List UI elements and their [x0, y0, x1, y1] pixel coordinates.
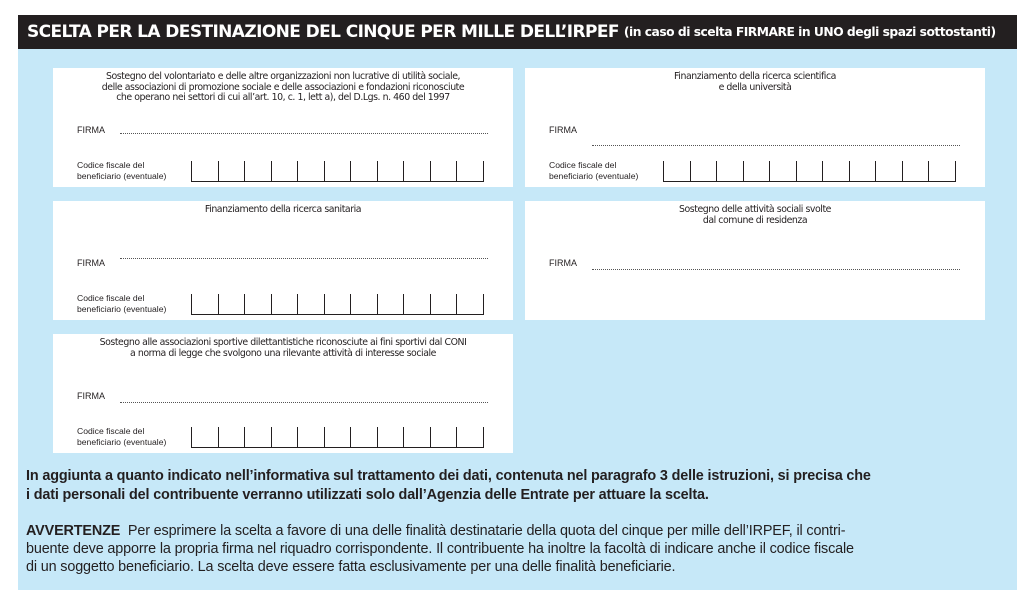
box-title-line: Sostegno del volontariato e delle altre organizzazioni non lucrative di utilità sociale, — [105, 71, 461, 82]
firma-signature-field[interactable] — [120, 402, 488, 403]
box-title-line: a norma di legge che svolgono una rilevante attività di interesse sociale — [130, 347, 436, 359]
codice-fiscale-input[interactable] — [191, 161, 484, 182]
box-title-line: delle associazioni di promozione sociale e delle associazioni e fondazioni riconosciute — [101, 81, 465, 93]
box-volontariato — [53, 68, 513, 187]
warning-line: buente deve apporre la propria firma nel riquadro corrispondente. Il contribuente ha inoltre la facoltà di indicare anche il codice fiscale — [26, 541, 854, 557]
box-title — [53, 338, 513, 359]
notice-line: In aggiunta a quanto indicato nell’informativa sul trattamento dei dati, contenuta nel paragrafo 3 delle istruzioni, si precisa che — [26, 468, 871, 484]
cf-label-line: beneficiario (eventuale) — [77, 304, 167, 314]
box-title-line: Finanziamento della ricerca sanitaria — [204, 204, 362, 215]
warning-line-text: Per esprimere la scelta a favore di una delle finalità destinatarie della quota del cinque per mille dell’IRPEF, il contri- — [127, 523, 846, 539]
box-title — [53, 205, 513, 216]
codice-fiscale-label — [77, 426, 166, 448]
firma-label: FIRMA — [77, 125, 105, 135]
notice-line: i dati personali del contribuente verranno utilizzati solo dall’Agenzia delle Entrate per attuare la scelta. — [26, 487, 709, 503]
box-title-line: dal comune di residenza — [702, 214, 808, 226]
codice-fiscale-label — [549, 160, 638, 182]
firma-label: FIRMA — [77, 391, 105, 401]
warning-line: di un soggetto beneficiario. La scelta deve essere fatta esclusivamente per una delle finalità beneficiarie. — [26, 559, 676, 575]
codice-fiscale-label — [77, 293, 166, 315]
warning-text — [26, 522, 1011, 576]
firma-label: FIRMA — [77, 258, 105, 268]
codice-fiscale-input[interactable] — [191, 294, 484, 315]
box-title — [53, 72, 513, 104]
form-subtitle: (in caso di scelta FIRMARE in UNO degli spazi sottostanti) — [623, 25, 996, 39]
codice-fiscale-input[interactable] — [663, 161, 956, 182]
cf-label-line: beneficiario (eventuale) — [549, 171, 639, 181]
firma-signature-field[interactable] — [120, 133, 488, 134]
firma-signature-field[interactable] — [120, 258, 488, 259]
cf-label-line: Codice fiscale del — [77, 426, 145, 436]
firma-label: FIRMA — [549, 258, 577, 268]
box-title-line: Finanziamento della ricerca scientifica — [674, 71, 836, 82]
cinque-per-mille-form — [18, 15, 1017, 590]
firma-signature-field[interactable] — [592, 145, 960, 146]
box-title — [525, 205, 985, 226]
firma-signature-field[interactable] — [592, 269, 960, 270]
warning-line — [26, 522, 1011, 540]
box-title-line: Sostegno alle associazioni sportive dilettantistiche riconosciute ai fini sportivi dal CONI — [99, 337, 467, 348]
privacy-notice — [26, 467, 1011, 505]
box-attivita-sociali-comune — [525, 201, 985, 320]
cf-label-line: beneficiario (eventuale) — [77, 437, 167, 447]
box-title-line: che operano nei settori di cui all’art. 10, c. 1, lett a), del D.Lgs. n. 460 del 1997 — [116, 92, 450, 103]
box-ricerca-sanitaria — [53, 201, 513, 320]
box-title-line: e della università — [718, 81, 792, 93]
codice-fiscale-input[interactable] — [191, 427, 484, 448]
cf-label-line: Codice fiscale del — [77, 293, 145, 303]
cf-label-line: Codice fiscale del — [549, 160, 617, 170]
box-associazioni-sportive — [53, 334, 513, 453]
firma-label: FIRMA — [549, 125, 577, 135]
warning-label: AVVERTENZE — [26, 523, 121, 539]
box-ricerca-scientifica — [525, 68, 985, 187]
box-title — [525, 72, 985, 93]
cf-label-line: Codice fiscale del — [77, 160, 145, 170]
cf-label-line: beneficiario (eventuale) — [77, 171, 167, 181]
form-title: SCELTA PER LA DESTINAZIONE DEL CINQUE PER MILLE DELL’IRPEF — [27, 22, 619, 42]
box-title-line: Sostegno delle attività sociali svolte — [679, 204, 831, 215]
codice-fiscale-label — [77, 160, 166, 182]
form-header — [18, 15, 1017, 49]
